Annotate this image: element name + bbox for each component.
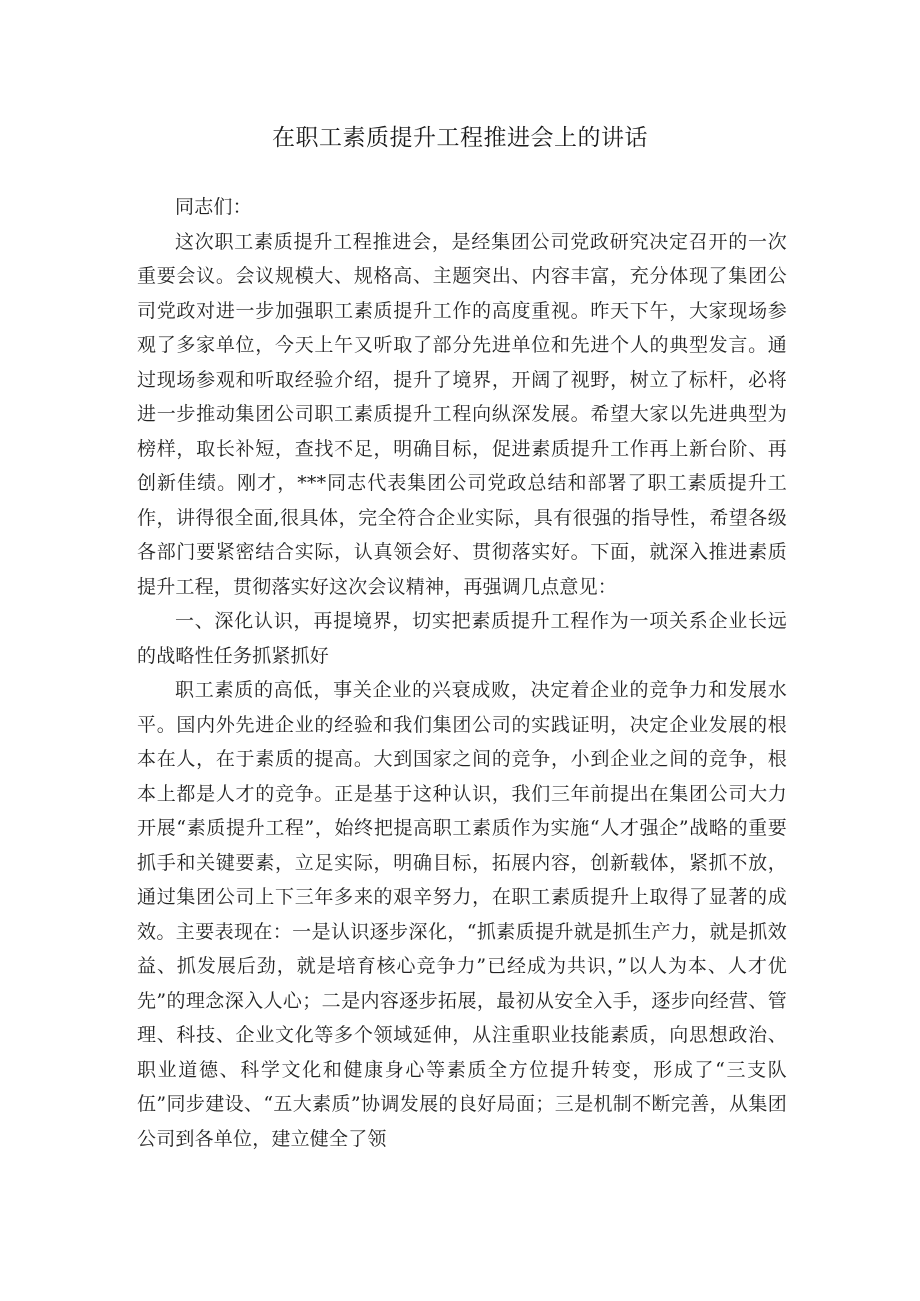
body-paragraph: 这次职工素质提升工程推进会，是经集团公司党政研究决定召开的一次重要会议。会议规模大、规格高、主题突出、内容丰富，充分体现了集团公司党政对进一步加强职工素质提升工作的高度重视。昨天下午，大家现场参观了多家单位，今天上午又听取了部分先进单位和先进个人的典型发言。通过现场参观和听取经验介绍，提升了境界，开阔了视野，树立了标杆，必将进一步推动集团公司职工素质提升工程向纵深发展。希望大家以先进典型为榜样，取长补短，查找不足，明确目标，促进素质提升工作再上新台阶、再创新佳绩。刚才，***同志代表集团公司党政总结和部署了职工素质提升工作，讲得很全面,很具体，完全符合企业实际，具有很强的指导性，希望各级各部门要紧密结合实际，认真领会好、贯彻落实好。下面，就深入推进素质提升工程，贯彻落实好这次会议精神，再强调几点意见： bbox=[137, 230, 787, 598]
document-title: 在职工素质提升工程推进会上的讲话 bbox=[272, 125, 648, 151]
document-body bbox=[137, 190, 787, 1156]
body-paragraph: 职工素质的高低，事关企业的兴衰成败，决定着企业的竞争力和发展水平。国内外先进企业的经验和我们集团公司的实践证明，决定企业发展的根本在人，在于素质的提高。大到国家之间的竞争，小到企业之间的竞争，根本上都是人才的竞争。正是基于这种认识，我们三年前提出在集团公司大力开展“素质提升工程”，始终把提高职工素质作为实施“人才强企”战略的重要抓手和关键要素，立足实际，明确目标，拓展内容，创新载体，紧抓不放，通过集团公司上下三年多来的艰辛努力，在职工素质提升上取得了显著的成效。主要表现在：一是认识逐步深化，“抓素质提升就是抓生产力，就是抓效益、抓发展后劲，就是培育核心竞争力”已经成为共识，”以人为本、人才优先”的理念深入人心；二是内容逐步拓展，最初从安全入手，逐步向经营、管理、科技、企业文化等多个领域延伸，从注重职业技能素质，向思想政治、职业道德、科学文化和健康身心等素质全方位提升转变，形成了“三支队伍”同步建设、“五大素质”协调发展的良好局面；三是机制不断完善，从集团公司到各单位，建立健全了领 bbox=[137, 679, 787, 1150]
section-heading: 一、深化认识，再提境界，切实把素质提升工程作为一项关系企业长远的战略性任务抓紧抓好 bbox=[137, 610, 787, 667]
salutation-paragraph: 同志们： bbox=[175, 196, 252, 218]
